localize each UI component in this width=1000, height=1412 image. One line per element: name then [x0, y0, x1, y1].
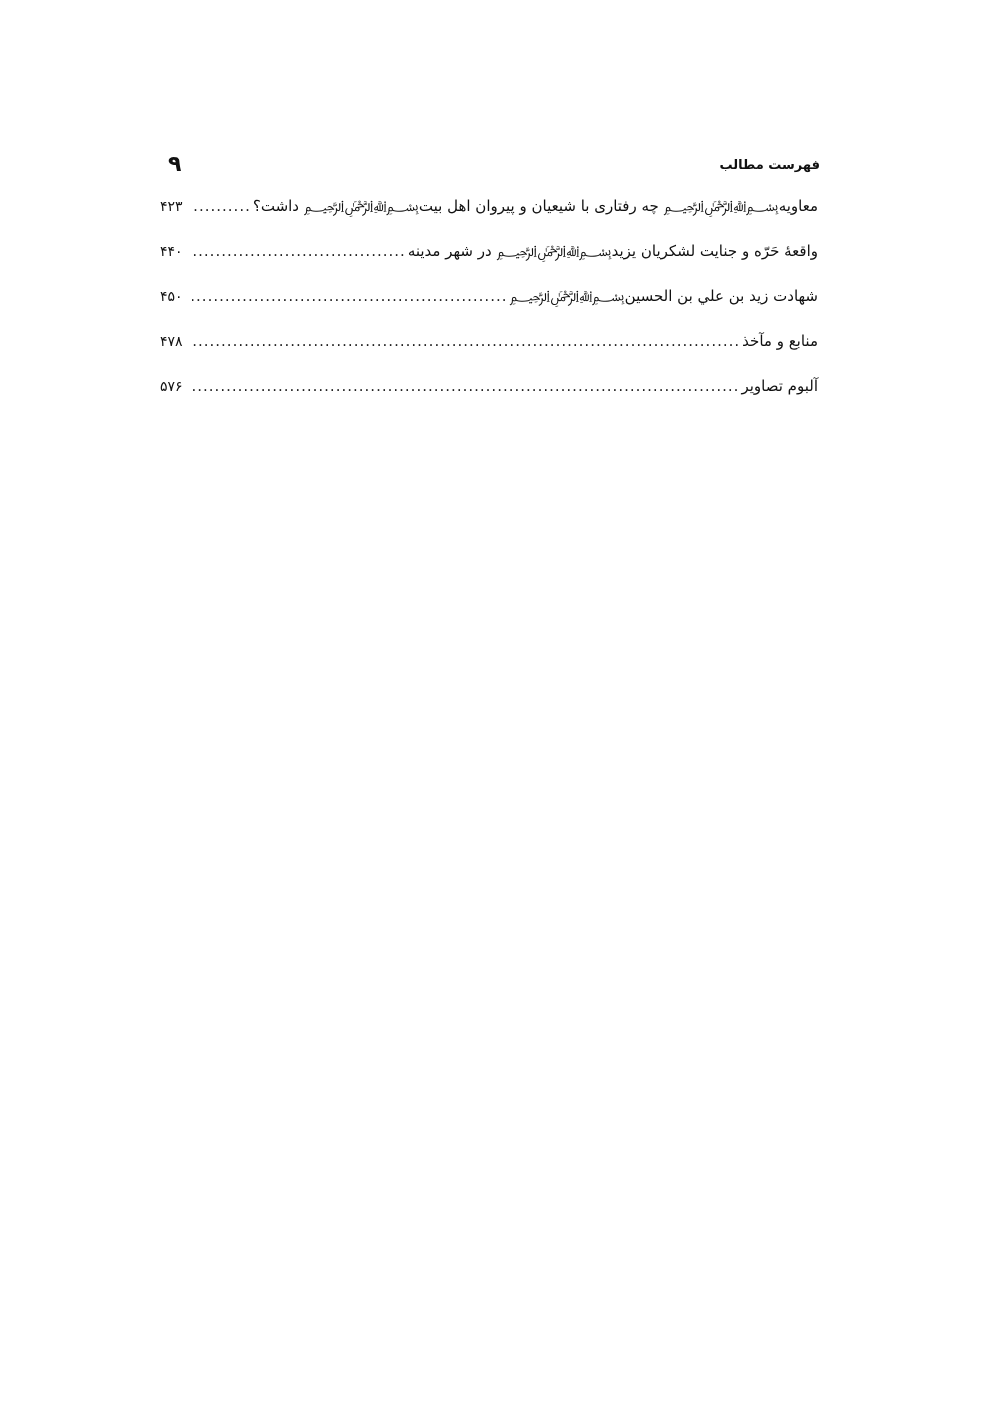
dot-leader	[192, 190, 251, 222]
toc-entry-title: آلبوم تصاویر	[741, 377, 818, 395]
toc-entry	[160, 325, 818, 370]
toc-entry-page: ۴۴۰	[160, 244, 183, 260]
section-title: فهرست مطالب	[719, 158, 820, 173]
page-number: ۹	[168, 152, 182, 177]
dot-leader	[192, 370, 739, 402]
dot-leader	[192, 235, 406, 267]
toc-entry-title: واقعهٔ حَرّه و جنایت لشکریان یزید﷽ در شهر مدینه	[407, 242, 818, 260]
toc-entry-page: ۴۷۸	[160, 334, 183, 350]
toc-entry-title: شهادت زید بن علي بن الحسین﷽	[509, 287, 818, 305]
toc-entry	[160, 235, 818, 280]
toc-entry	[160, 190, 818, 235]
table-of-contents	[160, 190, 818, 415]
dot-leader	[192, 325, 740, 357]
toc-entry	[160, 370, 818, 415]
toc-entry-page: ۴۲۳	[160, 199, 183, 215]
toc-entry-page: ۴۵۰	[160, 289, 183, 305]
toc-entry-title: منابع و مآخذ	[742, 332, 818, 350]
toc-entry-page: ۵۷۶	[160, 379, 183, 395]
dot-leader	[192, 280, 508, 312]
page-header	[160, 152, 820, 182]
toc-entry-title: معاویه﷽ چه رفتاری با شیعیان و پیروان اهل بیت﷽ داشت؟	[252, 197, 818, 215]
toc-entry	[160, 280, 818, 325]
